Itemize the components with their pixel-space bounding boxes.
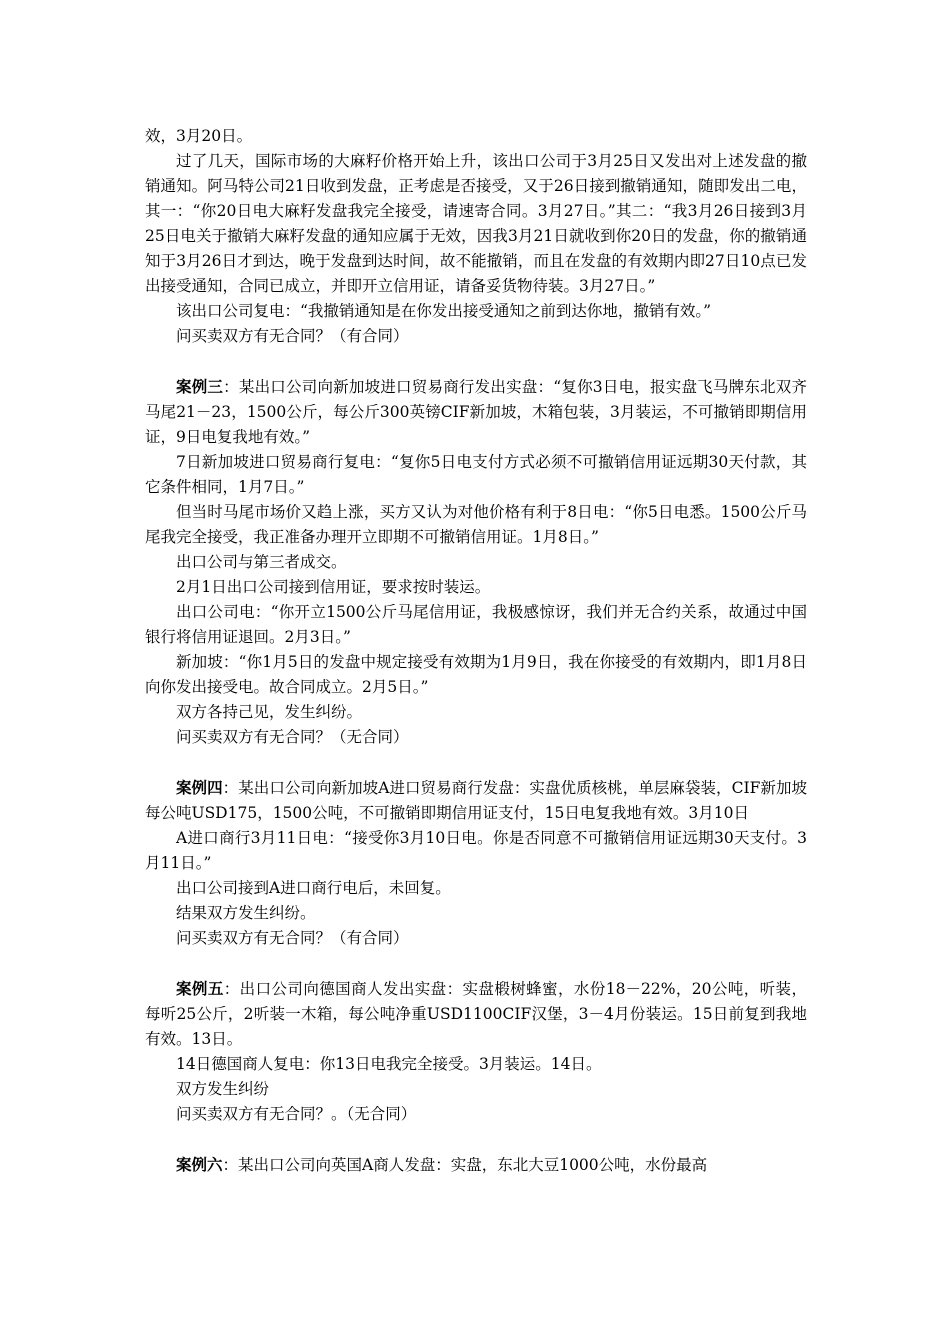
paragraph	[145, 124, 807, 149]
paragraph	[145, 149, 807, 299]
paragraph-text: 问买卖双方有无合同？（有合同）	[176, 327, 409, 345]
case-paragraph	[145, 976, 807, 1052]
case-paragraph	[145, 374, 807, 450]
case-paragraph	[145, 1152, 807, 1178]
case-title: 案例六	[176, 1155, 223, 1174]
paragraph-text: 7日新加坡进口贸易商行复电：“复你5日电支付方式必须不可撤销信用证远期30天付款，其它条件相同，1月7日。”	[145, 453, 807, 496]
paragraph	[145, 926, 807, 951]
paragraph-text: 结果双方发生纠纷。	[176, 904, 316, 922]
paragraph-text: A进口商行3月11日电：“接受你3月10日电。你是否同意不可撤销信用证远期30天支付。3月11日。”	[145, 829, 807, 872]
paragraph-text: ：某出口公司向新加坡A进口贸易商行发盘：实盘优质核桃，单层麻袋装，CIF新加坡每公吨USD175，1500公吨，不可撤销即期信用证支付，15日电复我地有效。3月10日	[145, 779, 807, 822]
blank-line	[145, 349, 807, 374]
paragraph	[145, 650, 807, 700]
paragraph-text: 效，3月20日。	[145, 127, 253, 145]
paragraph	[145, 600, 807, 650]
paragraph-text: 双方发生纠纷	[176, 1080, 270, 1098]
paragraph	[145, 1052, 807, 1077]
paragraph	[145, 500, 807, 550]
blank-line	[145, 951, 807, 976]
paragraph-text: ：出口公司向德国商人发出实盘：实盘椴树蜂蜜，水份18－22%，20公吨，听装，每听25公斤，2听装一木箱，每公吨净重USD1100CIF汉堡，3－4月份装运。15日前复到我地有效。13日。	[145, 980, 807, 1048]
paragraph-text: 问买卖双方有无合同？（无合同）	[176, 728, 409, 746]
paragraph	[145, 324, 807, 349]
paragraph	[145, 700, 807, 725]
paragraph-text: 过了几天，国际市场的大麻籽价格开始上升，该出口公司于3月25日又发出对上述发盘的撤销通知。阿马特公司21日收到发盘，正考虑是否接受，又于26日接到撤销通知，随即发出二电，其一：“你20日电大麻籽发盘我完全接受，请速寄合同。3月27日。”其二：“我3月26日接到3月25日电关于撤销大麻籽发盘的通知应属于无效，因我3月21日就收到你20日的发盘，你的撤销通知于3月26日才到达，晚于发盘到达时间，故不能撤销，而且在发盘的有效期内即27日10点已发出接受通知，合同已成立，并即开立信用证，请备妥货物待装。3月27日。”	[145, 152, 807, 295]
paragraph	[145, 876, 807, 901]
paragraph	[145, 550, 807, 575]
case-title: 案例四	[176, 778, 223, 797]
paragraph	[145, 575, 807, 600]
paragraph-text: 出口公司电：“你开立1500公斤马尾信用证，我极感惊讶，我们并无合约关系，故通过中国银行将信用证退回。2月3日。”	[145, 603, 807, 646]
paragraph	[145, 901, 807, 926]
paragraph	[145, 1077, 807, 1102]
paragraph-text: 问买卖双方有无合同？。（无合同）	[176, 1105, 417, 1123]
paragraph-text: 问买卖双方有无合同？（有合同）	[176, 929, 409, 947]
paragraph-text: ：某出口公司向英国A商人发盘：实盘，东北大豆1000公吨，水份最高	[222, 1156, 708, 1174]
paragraph-text: 出口公司与第三者成交。	[176, 553, 347, 571]
paragraph-text: 该出口公司复电：“我撤销通知是在你发出接受通知之前到达你地，撤销有效。”	[176, 302, 712, 320]
paragraph-text: 2月1日出口公司接到信用证，要求按时装运。	[176, 578, 491, 596]
case-paragraph	[145, 775, 807, 826]
paragraph-text: ：某出口公司向新加坡进口贸易商行发出实盘：“复你3日电，报实盘飞马牌东北双齐马尾21－23，1500公斤，每公斤300英镑CIF新加坡，木箱包装，3月装运，不可撤销即期信用证，9日电复我地有效。”	[145, 378, 807, 446]
paragraph-text: 新加坡：“你1月5日的发盘中规定接受有效期为1月9日，我在你接受的有效期内，即1月8日向你发出接受电。故合同成立。2月5日。”	[145, 653, 807, 696]
paragraph-text: 双方各持己见，发生纠纷。	[176, 703, 363, 721]
paragraph	[145, 1102, 807, 1127]
blank-line	[145, 750, 807, 775]
paragraph-text: 14日德国商人复电：你13日电我完全接受。3月装运。14日。	[176, 1055, 602, 1073]
case-title: 案例三	[176, 377, 224, 396]
paragraph	[145, 725, 807, 750]
paragraph	[145, 826, 807, 876]
case-title: 案例五	[176, 979, 224, 998]
paragraph-text: 出口公司接到A进口商行电后，未回复。	[176, 879, 451, 897]
paragraph	[145, 299, 807, 324]
paragraph-text: 但当时马尾市场价又趋上涨，买方又认为对他价格有利于8日电：“你5日电悉。1500公斤马尾我完全接受，我正准备办理开立即期不可撤销信用证。1月8日。”	[145, 503, 807, 546]
blank-line	[145, 1127, 807, 1152]
document-body	[145, 124, 807, 1178]
paragraph	[145, 450, 807, 500]
